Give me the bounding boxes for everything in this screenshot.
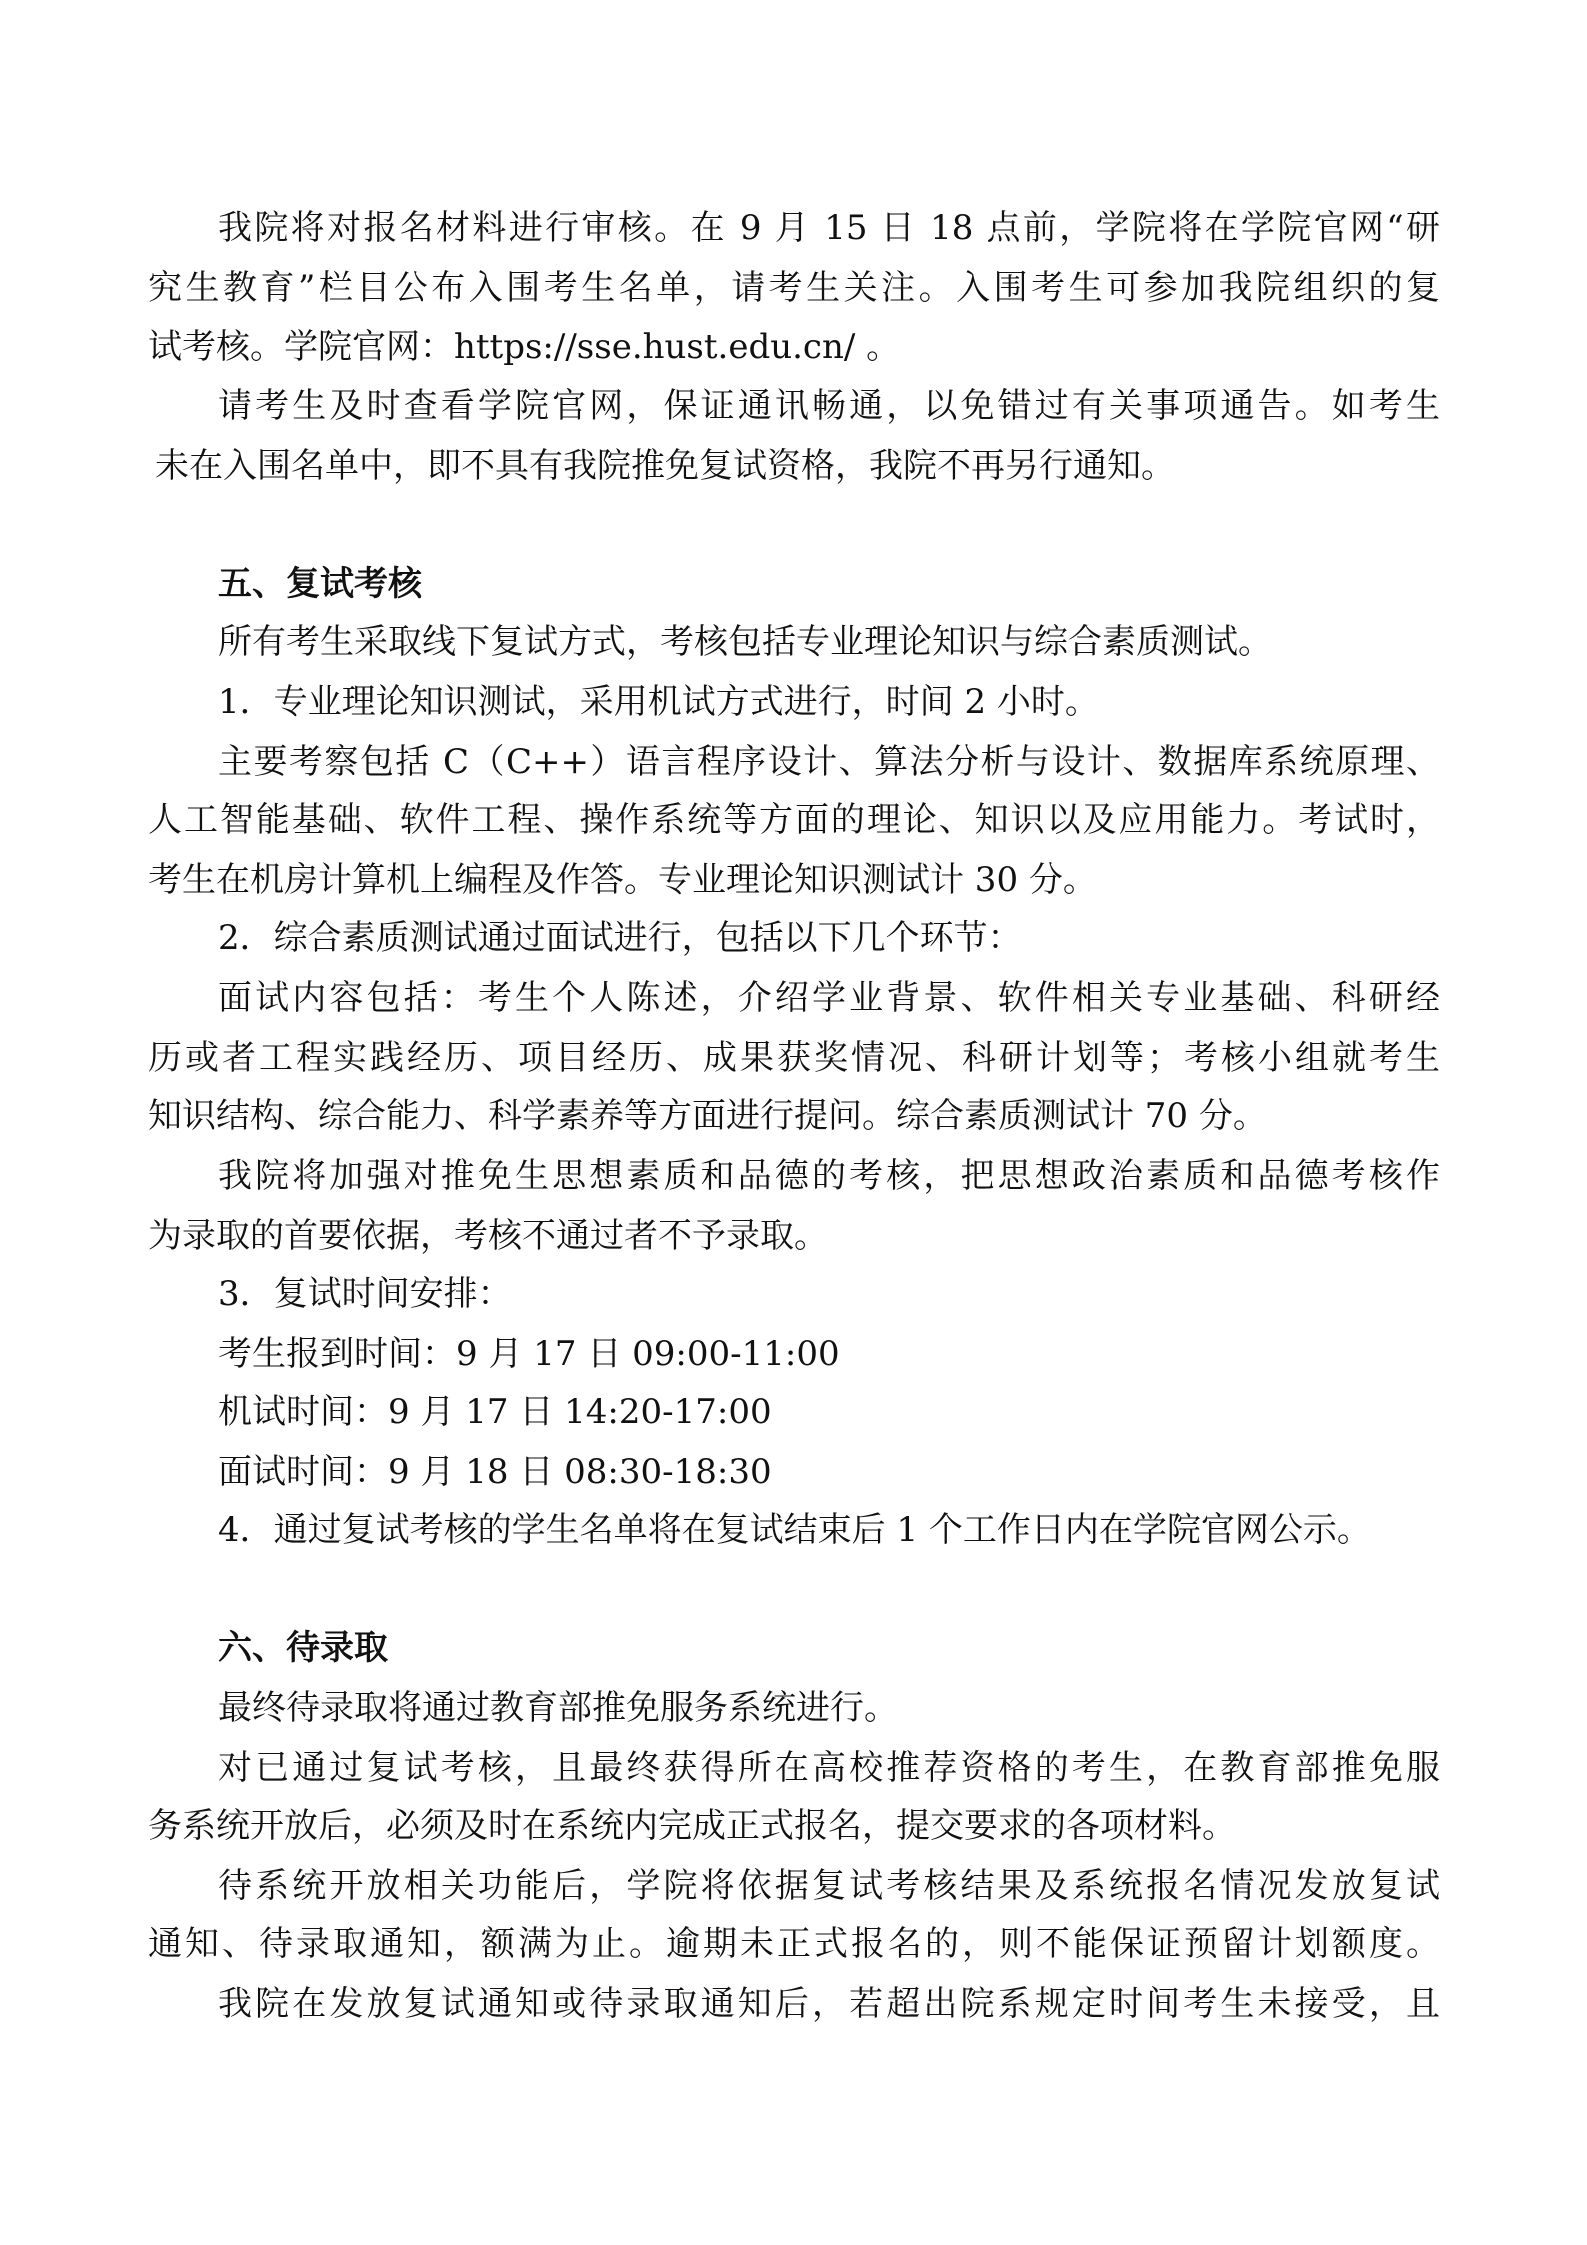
schedule-line: 面试时间：9 月 18 日 08:30-18:30 bbox=[218, 1452, 772, 1492]
schedule-line: 机试时间：9 月 17 日 14:20-17:00 bbox=[218, 1392, 772, 1432]
schedule-line: 考生报到时间：9 月 17 日 09:00-11:00 bbox=[218, 1334, 840, 1374]
paragraph-line: 究生教育”栏目公布入围考生名单，请考生关注。入围考生可参加我院组织的复 bbox=[148, 268, 1440, 308]
paragraph-line: 通知、待录取通知，额满为止。逾期未正式报名的，则不能保证预留计划额度。 bbox=[148, 1924, 1440, 1964]
paragraph-line: 人工智能基础、软件工程、操作系统等方面的理论、知识以及应用能力。考试时， bbox=[148, 800, 1440, 840]
paragraph-line: 请考生及时查看学院官网，保证通讯畅通，以免错过有关事项通告。如考生 bbox=[218, 386, 1440, 426]
paragraph-line: 4．通过复试考核的学生名单将在复试结束后 1 个工作日内在学院官网公示。 bbox=[218, 1510, 1371, 1550]
paragraph-line: 面试内容包括：考生个人陈述，介绍学业背景、软件相关专业基础、科研经 bbox=[218, 978, 1440, 1018]
paragraph-line: 对已通过复试考核，且最终获得所在高校推荐资格的考生，在教育部推免服 bbox=[218, 1748, 1440, 1788]
paragraph-line: 我院将对报名材料进行审核。在 9 月 15 日 18 点前，学院将在学院官网“研 bbox=[218, 208, 1440, 248]
section-heading: 六、待录取 bbox=[218, 1628, 388, 1668]
paragraph-line: 考生在机房计算机上编程及作答。专业理论知识测试计 30 分。 bbox=[148, 860, 1097, 900]
paragraph-line: 未在入围名单中，即不具有我院推免复试资格，我院不再另行通知。 bbox=[155, 446, 1175, 486]
section-heading: 五、复试考核 bbox=[218, 564, 422, 604]
paragraph-line: 务系统开放后，必须及时在系统内完成正式报名，提交要求的各项材料。 bbox=[148, 1806, 1236, 1846]
paragraph-line: 主要考察包括 C（C++）语言程序设计、算法分析与设计、数据库系统原理、 bbox=[218, 742, 1440, 782]
paragraph-line: 待系统开放相关功能后，学院将依据复试考核结果及系统报名情况发放复试 bbox=[218, 1866, 1440, 1906]
paragraph-line: 2．综合素质测试通过面试进行，包括以下几个环节： bbox=[218, 918, 1022, 958]
paragraph-line: 1．专业理论知识测试，采用机试方式进行，时间 2 小时。 bbox=[218, 682, 1099, 722]
paragraph-line: 我院将加强对推免生思想素质和品德的考核，把思想政治素质和品德考核作 bbox=[218, 1156, 1440, 1196]
paragraph-line: 试考核。学院官网：https://sse.hust.edu.cn/ 。 bbox=[148, 327, 901, 367]
paragraph-line: 最终待录取将通过教育部推免服务系统进行。 bbox=[218, 1688, 898, 1728]
paragraph-line: 知识结构、综合能力、科学素养等方面进行提问。综合素质测试计 70 分。 bbox=[148, 1096, 1267, 1136]
paragraph-line: 所有考生采取线下复试方式，考核包括专业理论知识与综合素质测试。 bbox=[218, 622, 1272, 662]
paragraph-line: 3．复试时间安排： bbox=[218, 1274, 512, 1314]
paragraph-line: 我院在发放复试通知或待录取通知后，若超出院系规定时间考生未接受，且 bbox=[218, 1984, 1440, 2024]
paragraph-line: 为录取的首要依据，考核不通过者不予录取。 bbox=[148, 1216, 828, 1256]
paragraph-line: 历或者工程实践经历、项目经历、成果获奖情况、科研计划等；考核小组就考生 bbox=[148, 1038, 1440, 1078]
